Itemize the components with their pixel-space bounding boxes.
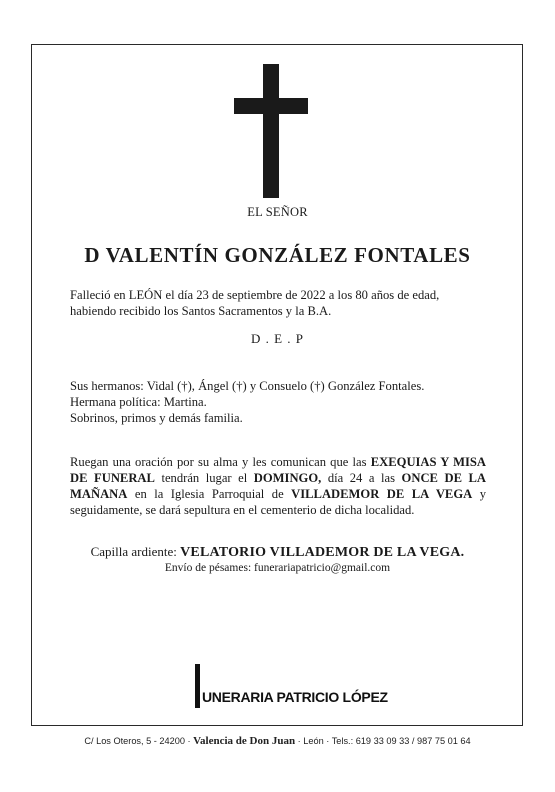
logo-text: UNERARIA PATRICIO LÓPEZ: [202, 689, 388, 705]
time-text: ONCE DE LA MAÑANA: [70, 471, 486, 501]
cross-icon: [234, 64, 308, 198]
village-text: VILLADEMOR DE LA VEGA: [291, 487, 473, 501]
funeral-paragraph: Ruegan una oración por su alma y les comunican que las EXEQUIAS Y MISA DE FUNERAL tendrán lugar el DOMINGO, día 24 a las ONCE DE LA MAÑANA en la Iglesia Parroquial de VILLADEMOR DE LA VEGA y seguidamente, se dará sepultura en el cementerio de dicha localidad.: [70, 455, 486, 517]
exequias-text: EXEQUIAS Y MISA DE FUNERAL: [70, 455, 486, 485]
day-text: DOMINGO,: [253, 471, 322, 485]
dep-text: D . E . P: [250, 331, 305, 346]
deceased-name: D VALENTÍN GONZÁLEZ FONTALES: [84, 243, 471, 267]
sister-in-law-line: Hermana política: Martina.: [70, 395, 207, 409]
family-paragraph: [70, 378, 486, 426]
death-paragraph: [70, 287, 486, 319]
death-line-2: habiendo recibido los Santos Sacramentos y la B.A.: [70, 304, 332, 318]
relatives-line: Sobrinos, primos y demás familia.: [70, 411, 243, 425]
footer-town: Valencia de Don Juan: [193, 735, 296, 747]
condolences-email: Envío de pésames: funerariapatricio@gmail.com: [164, 562, 391, 574]
chapel-name: VELATORIO VILLADEMOR DE LA VEGA.: [180, 545, 465, 560]
death-line-1: Falleció en LEÓN el día 23 de septiembre de 2022 a los 80 años de edad,: [70, 288, 440, 302]
siblings-line: Sus hermanos: Vidal (†), Ángel (†) y Consuelo (†) González Fontales.: [70, 379, 425, 393]
chapel-line: Capilla ardiente: VELATORIO VILLADEMOR DE LA VEGA.: [90, 544, 465, 560]
honorific: EL SEÑOR: [247, 205, 308, 219]
funeraria-logo: [195, 664, 388, 708]
footer-contact: C/ Los Oteros, 5 - 24200 · Valencia de Don Juan · León · Tels.: 619 33 09 33 / 987 75 01 64: [84, 735, 471, 747]
